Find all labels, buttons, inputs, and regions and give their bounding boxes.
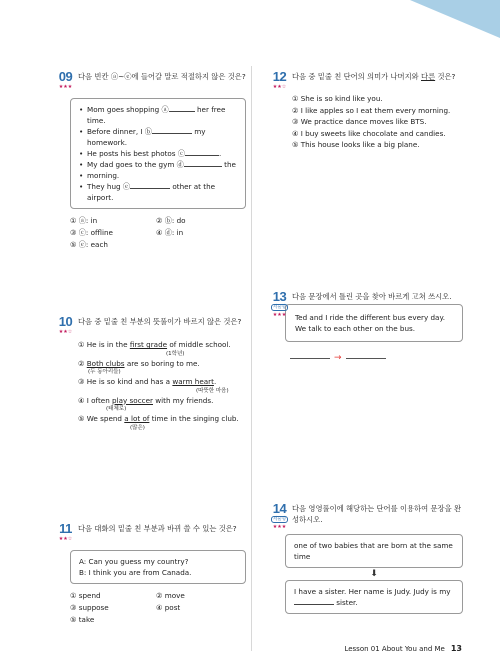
answer-options [70,215,248,251]
answer-options [78,339,248,432]
gloss: (1학년) [166,350,185,357]
wrong-word-blank[interactable] [290,358,330,359]
descriptive-badge: 서술형 [272,517,287,522]
gloss: (두 동아리들) [88,369,121,375]
question-instruction: 다음 영영풀이에 해당하는 단어를 이용하여 문장을 완성하시오. [292,504,461,524]
question-number: 13 [272,289,287,304]
question-09 [58,70,248,251]
page-number: 13 [450,644,462,653]
dialog-line-b: B: I think you are from Canada. [79,568,192,577]
option-5[interactable]: ⑤ This house looks like a big plane. [292,140,420,149]
difficulty-stars: ★★★ [272,524,287,530]
sentence-line: • He posts his best photos ⓒ . [79,148,237,159]
option-5[interactable]: ⑤ ⓔ: each [70,240,108,249]
sentence-line-continued: • morning. [79,170,237,181]
question-13 [272,290,464,363]
option-2[interactable]: ② ⓑ: do [156,216,186,225]
down-arrow-icon: ⬇ [370,569,378,579]
question-instruction: 다음 문장에서 틀린 곳을 찾아 바르게 고쳐 쓰시오. [292,292,452,301]
option-1[interactable]: ① spend [70,591,101,600]
option-2[interactable]: ② Both clubs are so boring to me. (두 동아리들) [78,358,248,377]
difficulty-stars: ★★☆ [272,84,287,90]
dialog-line-a: A: Can you guess my country? [79,557,189,566]
sentence-box [70,98,246,209]
dialog-box [70,550,246,584]
sentence-line: • They hug ⓔ other at the airport. [79,181,237,203]
sentence-line: • Before dinner, I ⓑ my homework. [79,126,237,148]
gloss: (태체로) [106,406,127,412]
definition-box: one of two babies that are born at the same time [285,534,463,568]
option-1[interactable]: ① She is so kind like you. [292,94,383,103]
answer-blank[interactable] [294,597,334,605]
arrow-icon: → [334,353,342,363]
question-number: 09 [58,69,73,84]
question-11 [58,522,248,626]
option-4[interactable]: ④ I buy sweets like chocolate and candies. [292,128,446,138]
question-number: 12 [272,69,287,84]
answer-line [290,354,464,363]
question-14 [272,502,464,614]
option-3[interactable]: ③ He is so kind and has a warm heart. (따뜻한 마음) [78,376,248,395]
descriptive-badge: 서술형 [272,305,287,310]
option-1[interactable]: ① He is in the first grade of middle school. (1학년) [78,339,248,358]
question-10 [58,315,248,432]
correct-word-blank[interactable] [346,358,386,359]
difficulty-stars: ★★☆ [58,536,73,542]
sentence-line: • Mom goes shopping ⓐ her free time. [79,104,237,126]
option-2[interactable]: ② I like apples so I eat them every morning. [292,105,451,115]
option-5[interactable]: ⑤ We spend a lot of time in the singing club. (많은) [78,413,248,432]
sentence-line: • My dad goes to the gym ⓓ the [79,159,237,170]
question-instruction: 다음 대화의 밑줄 친 부분과 바뀌 쓸 수 있는 것은? [78,524,237,533]
answer-options [292,93,462,151]
option-3[interactable]: ③ We practice dance moves like BTS. [292,117,427,126]
page-footer [344,644,462,653]
question-number: 10 [58,314,73,329]
question-instruction: 다음 중 밑줄 친 단어의 의미가 나머지와 다른 것은? [292,72,456,81]
question-12 [272,70,462,151]
option-4[interactable]: ④ post [156,603,181,612]
question-instruction: 다음 빈칸 ⓐ~ⓔ에 들어갈 말로 적절하지 않은 것은? [78,72,246,81]
option-3[interactable]: ③ ⓒ: offline [70,228,113,237]
gloss: (따뜻한 마음) [196,387,229,394]
option-4[interactable]: ④ ⓓ: in [156,228,184,237]
option-5[interactable]: ⑤ take [70,615,95,624]
question-instruction: 다음 중 밑줄 친 부분의 뜻풀이가 바르지 않은 것은? [78,317,242,326]
question-number: 14 [272,501,287,516]
sentence-box: Ted and I ride the different bus every day. We talk to each other on the bus. [285,304,463,342]
option-4[interactable]: ④ I often play soccer with my friends. (태체로) [78,395,248,414]
sentence-box: I have a sister. Her name is Judy. Judy is my sister. [285,580,463,614]
difficulty-stars: ★★★ [58,84,73,90]
difficulty-stars: ★★☆ [58,329,73,335]
answer-options [70,590,248,626]
lesson-label: Lesson 01 About You and Me [344,645,445,653]
option-1[interactable]: ① ⓐ: in [70,216,98,225]
corner-decoration [410,0,500,38]
option-3[interactable]: ③ suppose [70,603,109,612]
difficulty-stars: ★★★ [272,312,287,318]
option-2[interactable]: ② move [156,591,185,600]
column-divider [251,66,252,651]
question-number: 11 [59,521,72,536]
gloss: (많은) [130,424,145,431]
